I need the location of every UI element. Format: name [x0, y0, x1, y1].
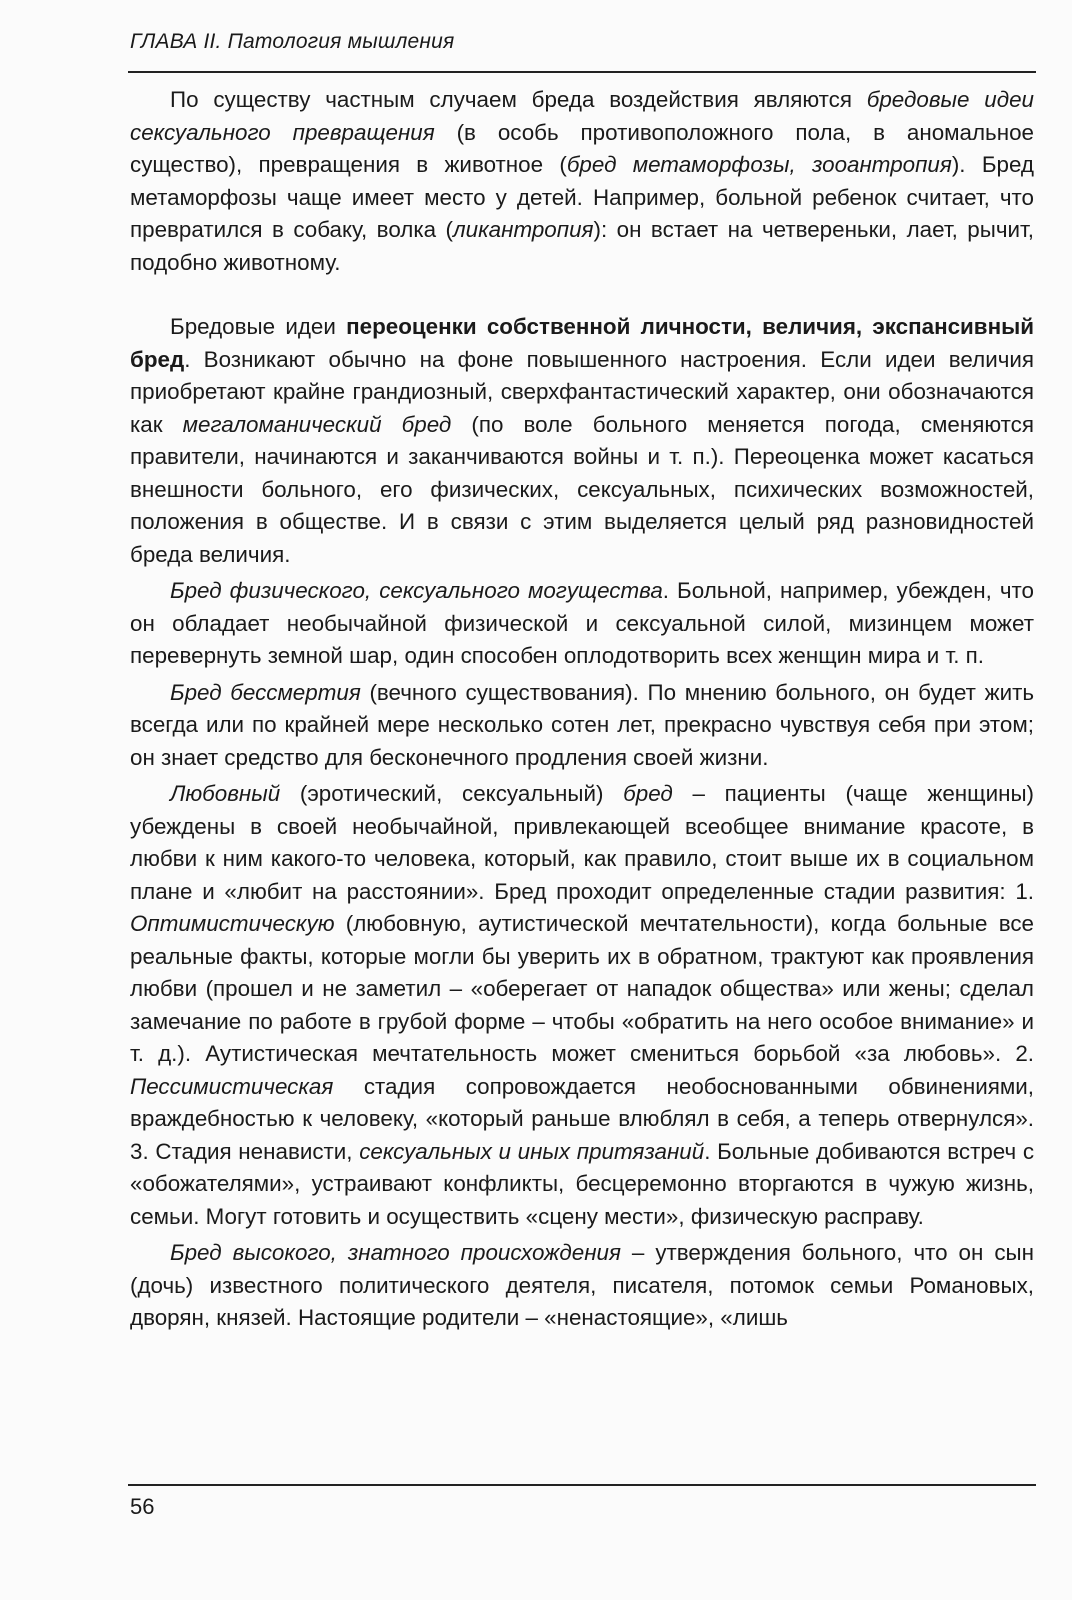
italic-term: Любовный [170, 781, 281, 806]
bold-term: переоценки собственной личности, величия, экспансивный бред [130, 314, 1034, 372]
paragraph-noble-origin [130, 1237, 1034, 1335]
text-run: – утверждения больного, что он сын (дочь) известного политического деятеля, писателя, потомок семьи Романовых, дворян, князей. Настоящие родители – «ненастоящие», «лишь [130, 1240, 1035, 1330]
paragraph-erotic-delusion [130, 778, 1034, 1233]
paragraph-grandiose-delusion [130, 311, 1034, 571]
body-text [130, 84, 1034, 1335]
italic-term: бред метаморфозы, зооантропия [566, 152, 952, 177]
text-run: (эротический, сексуальный) [280, 781, 624, 806]
italic-term: бред [623, 781, 673, 806]
page-number: 56 [130, 1494, 155, 1519]
text-run: (по воле больного меняется погода, сменяются правители, начинаются и заканчиваются войны и т. п.). Переоценка может касаться внешности больного, его физических, сексуальных, психических возможностей, положения в обществе. И в связи с этим выделяется целый ряд разновидностей бреда величия. [130, 411, 1034, 567]
text-run: ): он встает на четвереньки, лает, рычит, подобно животному. [130, 217, 1034, 275]
italic-term: мегаломанический бред [182, 411, 452, 437]
italic-term: ликантропия [453, 217, 594, 242]
italic-term: Пессимистическая [130, 1073, 334, 1099]
italic-term: сексуальных и иных притязаний [359, 1138, 705, 1164]
italic-term: Бред высокого, знатного происхождения [170, 1240, 621, 1265]
italic-term: Оптимистическую [130, 911, 335, 936]
italic-term: Бред физического, сексуального могущества [170, 578, 663, 603]
paragraph-physical-power [130, 575, 1034, 673]
header-rule [128, 71, 1036, 73]
text-run: (в особь противоположного пола, в аномальное существо), превращения в животное ( [130, 119, 1034, 177]
italic-term: бредовые идеи сексуального превращения [130, 87, 1034, 145]
text-run: По существу частным случаем бреда воздействия являются [170, 87, 867, 112]
text-run: – пациенты (чаще женщины) убеждены в своей необычайной, привлекающей всеобщее внимание красоте, в любви к ним какого-то человека, который, как правило, стоит выше их в социальном плане и «любит на расстоянии». Бред проходит определенные стадии развития: 1. [130, 781, 1034, 904]
paragraph-sexual-transformation [130, 84, 1034, 279]
text-run: . Больные добиваются встреч с «обожателями», устраивают конфликты, бесцеремонно вторгаются в чужую жизнь, семьи. Могут готовить и осуществить «сцену мести», физическую расправу. [130, 1138, 1035, 1229]
text-run: . Возникают обычно на фоне повышенного настроения. Если идеи величия приобретают крайне грандиозный, сверхфантастический характер, они обозначаются как [130, 346, 1034, 437]
text-run: (вечного существования). По мнению больного, он будет жить всегда или по крайней мере несколько сотен лет, прекрасно чувствуя себя при этом; он знает средство для бесконечного продления своей жизни. [130, 679, 1034, 770]
text-run: стадия сопровождается необоснованными обвинениями, враждебностью к человеку, «который раньше влюблял в себя, а теперь отвернулся». 3. Стадия ненависти, [130, 1073, 1034, 1164]
text-run: (любовную, аутистической мечтательности), когда больные все реальные факты, которые могли бы уверить их в обратном, трактуют как проявления любви (прошел и не заметил – «оберегает от нападок общества» или жены; сделал замечание по работе в грубой форме – чтобы «обратить на него особое внимание» и т. д.). Аутистическая мечтательность может смениться борьбой «за любовь». 2. [130, 911, 1034, 1066]
italic-term: Бред бессмертия [170, 679, 361, 705]
text-run: ). Бред метаморфозы чаще имеет место у детей. Например, больной ребенок считает, что превратился в собаку, волка ( [130, 152, 1034, 242]
text-run: . Больной, например, убежден, что он обладает необычайной физической и сексуальной силой, мизинцем может перевернуть земной шар, один способен оплодотворить всех женщин мира и т. п. [130, 578, 1034, 668]
running-head: ГЛАВА II. Патология мышления [130, 30, 455, 53]
footer-rule [128, 1484, 1036, 1486]
text-run: Бредовые идеи [170, 314, 347, 339]
paragraph-immortality [130, 677, 1034, 775]
